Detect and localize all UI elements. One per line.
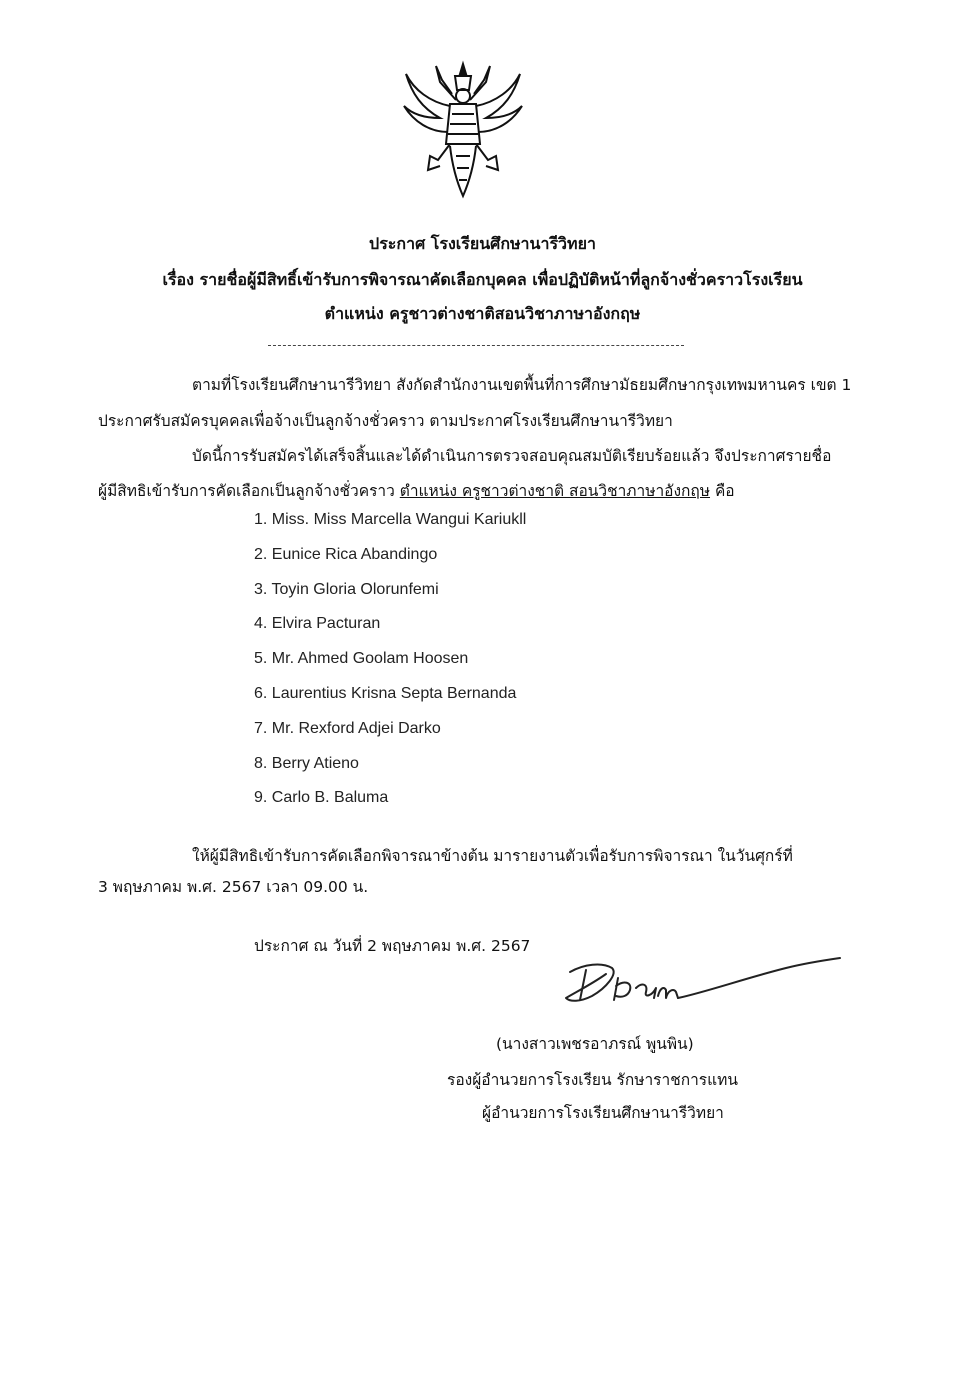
announcement-subject: เรื่อง รายชื่อผู้มีสิทธิ์เข้ารับการพิจารณาคัดเลือกบุคคล เพื่อปฏิบัติหน้าที่ลูกจ้างชั่วคราวโรงเรียน — [162, 270, 803, 289]
list-item: 4. Elvira Pacturan — [254, 615, 381, 633]
position-underlined: ตำแหน่ง ครูชาวต่างชาติ สอนวิชาภาษาอังกฤษ — [399, 482, 711, 500]
signer-role-2: ผู้อำนวยการโรงเรียนศึกษานารีวิทยา — [482, 1104, 724, 1122]
list-item: 3. Toyin Gloria Olorunfemi — [254, 580, 439, 598]
list-item: 1. Miss. Miss Marcella Wangui Kariukll — [254, 511, 527, 528]
paragraph-2-line-1: บัดนี้การรับสมัครได้เสร็จสิ้นและได้ดำเนินการตรวจสอบคุณสมบัติเรียบร้อยแล้ว จึงประกาศรายชื่อ — [192, 447, 832, 465]
list-item: 6. Laurentius Krisna Septa Bernanda — [254, 684, 517, 702]
signer-name: (นางสาวเพชรอาภรณ์ พูนพิน) — [496, 1035, 694, 1053]
list-item: 7. Mr. Rexford Adjei Darko — [254, 719, 441, 737]
signature-icon — [556, 948, 846, 1014]
paragraph-2-suffix: คือ — [710, 482, 735, 500]
list-item: 9. Carlo B. Baluma — [254, 789, 389, 807]
announcement-title: ประกาศ โรงเรียนศึกษานารีวิทยา — [369, 234, 596, 253]
list-item: 5. Mr. Ahmed Goolam Hoosen — [254, 650, 469, 668]
paragraph-3-line-1: ให้ผู้มีสิทธิเข้ารับการคัดเลือกพิจารณาข้างต้น มารายงานตัวเพื่อรับการพิจารณา ในวันศุกร์ที่ — [192, 847, 793, 865]
paragraph-2-line-2 — [98, 478, 735, 503]
paragraph-2-prefix: ผู้มีสิทธิเข้ารับการคัดเลือกเป็นลูกจ้างชั่วคราว — [98, 482, 400, 500]
paragraph-3-line-2: 3 พฤษภาคม พ.ศ. 2567 เวลา 09.00 น. — [98, 878, 369, 896]
divider-line — [268, 345, 684, 346]
list-item: 2. Eunice Rica Abandingo — [254, 545, 438, 563]
paragraph-1-line-1: ตามที่โรงเรียนศึกษานารีวิทยา สังกัดสำนักงานเขตพื้นที่การศึกษามัธยมศึกษากรุงเทพมหานคร เขต 1 — [192, 376, 852, 394]
candidate-list — [254, 511, 526, 824]
signer-role-1: รองผู้อำนวยการโรงเรียน รักษาราชการแทน — [447, 1071, 738, 1089]
paragraph-1-line-2: ประกาศรับสมัครบุคคลเพื่อจ้างเป็นลูกจ้างชั่วคราว ตามประกาศโรงเรียนศึกษานารีวิทยา — [98, 412, 673, 430]
garuda-emblem-icon — [400, 60, 526, 200]
announcement-date: ประกาศ ณ วันที่ 2 พฤษภาคม พ.ศ. 2567 — [254, 937, 531, 955]
announcement-position: ตำแหน่ง ครูชาวต่างชาติสอนวิชาภาษาอังกฤษ — [324, 304, 641, 323]
list-item: 8. Berry Atieno — [254, 754, 359, 772]
